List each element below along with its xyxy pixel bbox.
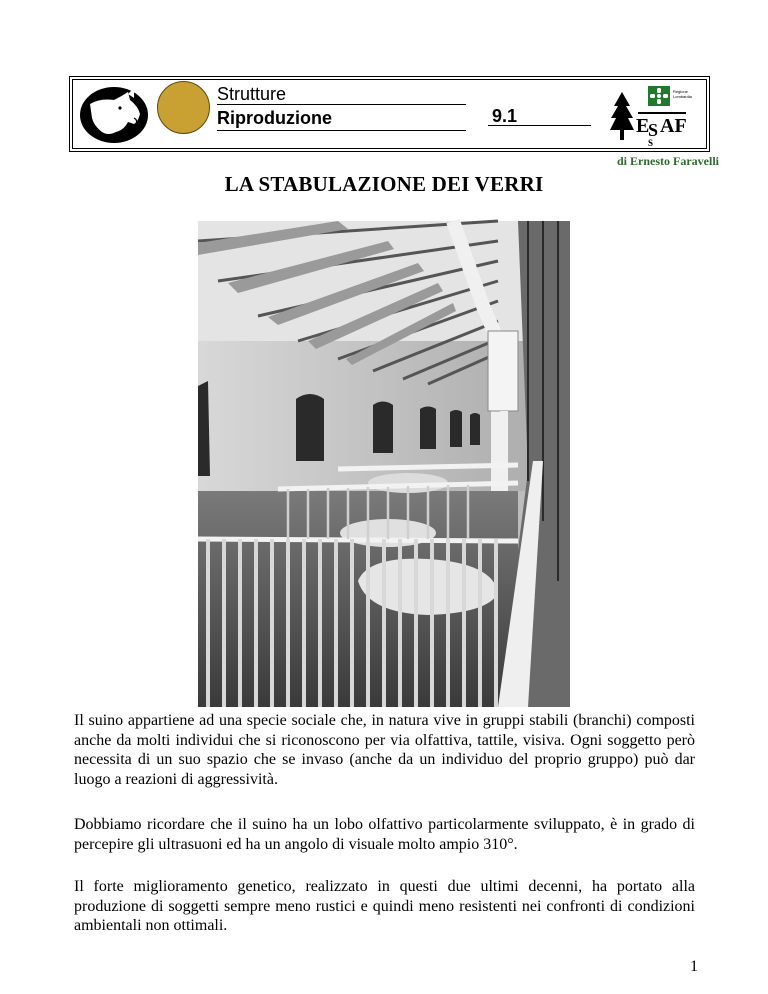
page-title: LA STABULAZIONE DEI VERRI bbox=[224, 172, 544, 196]
section-number-underline bbox=[488, 125, 591, 126]
header-subcategory: Riproduzione bbox=[217, 108, 332, 128]
svg-text:Lombardia: Lombardia bbox=[673, 94, 692, 99]
header-category-underline bbox=[217, 104, 466, 105]
page-number: 1 bbox=[690, 958, 698, 975]
esaf-logo bbox=[608, 84, 692, 148]
author-credit: di Ernesto Faravelli bbox=[617, 154, 719, 168]
svg-text:S: S bbox=[648, 138, 654, 148]
svg-text:S: S bbox=[648, 120, 659, 140]
paragraph-1: Il suino appartiene ad una specie sociale che, in natura vive in gruppi stabili (branchi) composti anche da molti individui che si riconoscono per via olfattiva, tattile, visiva. Ogni soggetto però necessita di un suo spazio che se invaso (anche da un individuo del proprio gruppo) può dar luogo a reazioni di aggressività. bbox=[74, 712, 695, 788]
paragraph-3: Il forte miglioramento genetico, realizzato in questi due ultimi decenni, ha portato alla produzione di soggetti sempre meno rustici e quindi meno resistenti nei confronti di condizioni ambientali non ottimali. bbox=[74, 878, 695, 935]
pig-head-icon bbox=[78, 84, 150, 144]
svg-text:E: E bbox=[636, 115, 650, 137]
paragraph-2: Dobbiamo ricordare che il suino ha un lobo olfattivo particolarmente sviluppato, è in grado di percepire gli ultrasuoni ed ha un angolo di visuale molto ampio 310°. bbox=[74, 816, 695, 853]
section-number: 9.1 bbox=[492, 106, 518, 126]
boar-stalls-photo bbox=[198, 221, 570, 707]
svg-text:AF: AF bbox=[660, 115, 687, 137]
svg-text:Regione: Regione bbox=[673, 89, 688, 94]
gold-circle-emblem bbox=[157, 81, 210, 134]
header-category: Strutture bbox=[217, 84, 287, 104]
header-subcategory-underline bbox=[217, 130, 466, 131]
